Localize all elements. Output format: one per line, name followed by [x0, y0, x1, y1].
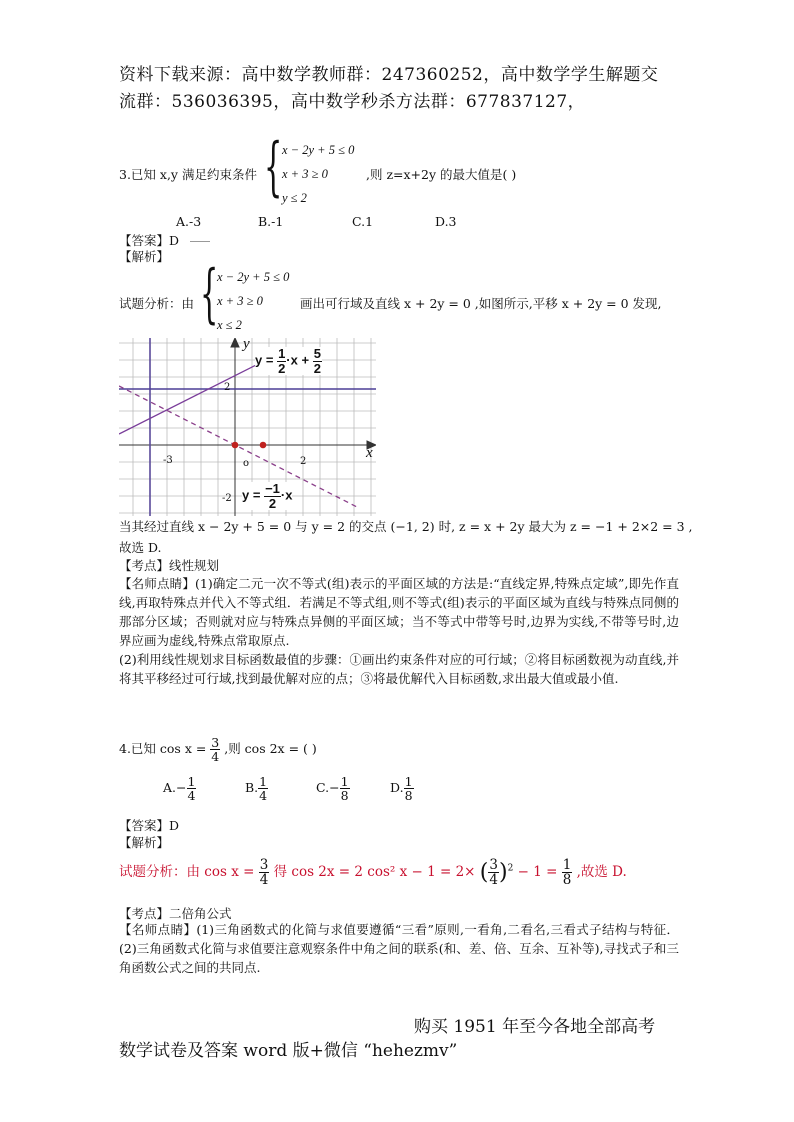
q3-analysis-prefix: 试题分析：由 — [119, 296, 195, 311]
line2-lhs: y = — [242, 487, 261, 503]
tick-2-x: 2 — [300, 456, 307, 467]
q3-analysis-brace: { — [200, 257, 219, 331]
q3-analysis-label: 【解析】 — [119, 249, 170, 264]
header-line-1: 资料下载来源：高中数学教师群：247360252，高中数学学生解题交 — [119, 65, 659, 85]
q4-analysis-a: 试题分析：由 cos x = — [119, 864, 255, 881]
q3-analysis-suffix: 画出可行域及直线 x + 2y = 0 ,如图所示,平移 x + 2y = 0 发现, — [300, 296, 662, 311]
q3-option-c: C.1 — [352, 214, 374, 229]
q3-constraint-3: y ≤ 2 — [282, 191, 307, 205]
q4-option-d-den: 8 — [404, 788, 413, 804]
q3-tips-2: (2)利用线性规划求目标函数最值的步骤：①画出约束条件对应的可行域；②将目标函数视为动直线,并将其平移经过可行域,找到最优解对应的点；③将最优解代入目标函数,求出最大值或最小值. — [119, 652, 679, 686]
q4-option-d — [390, 775, 414, 802]
q4-option-a-label: A. — [163, 780, 177, 796]
q3-analysis-constraint-2: x + 3 ≥ 0 — [217, 294, 263, 308]
footer-line-2: 数学试卷及答案 word 版+微信 “hehezmv” — [119, 1041, 458, 1061]
q4-option-a-num: 1 — [187, 774, 196, 789]
q4-frac18-num: 1 — [562, 857, 572, 873]
q4-option-b — [245, 775, 268, 802]
q4-option-c-num: 1 — [340, 774, 349, 789]
q3-topic: 【考点】线性规划 — [119, 558, 220, 573]
line1-num2: 5 — [313, 346, 321, 361]
q3-suffix: ,则 z=x+2y 的最大值是( ) — [366, 167, 517, 182]
q4-option-b-den: 4 — [259, 788, 268, 804]
q4-option-c-label: C. — [316, 780, 330, 796]
q4-option-b-label: B. — [245, 780, 259, 796]
header-line-2: 流群：536036395，高中数学秒杀方法群：677837127， — [119, 92, 586, 112]
q4-option-a — [163, 775, 196, 802]
line1-equation — [255, 347, 322, 375]
q4-topic: 【考点】二倍角公式 — [119, 906, 232, 921]
tick-2-y: 2 — [224, 382, 231, 393]
line2-equation — [242, 482, 292, 510]
q4-analysis-d: ,故选 D. — [576, 864, 627, 881]
q4-option-b-num: 1 — [259, 774, 268, 789]
q3-conclusion: 当其经过直线 x − 2y + 5 = 0 与 y = 2 的交点 (−1, 2) 时, z = x + 2y 最大为 z = −1 + 2×2 = 3 , — [119, 519, 693, 534]
q4-option-c — [316, 775, 350, 802]
line2-tail: ·x — [280, 487, 293, 503]
line2-num: −1 — [265, 481, 280, 496]
line1-den2: 2 — [313, 360, 321, 376]
answer-underline — [190, 241, 210, 242]
q4-option-a-den: 4 — [187, 788, 196, 804]
q4-frac34b-den: 4 — [489, 872, 498, 889]
q4-frac34-den: 4 — [259, 872, 269, 889]
q3-brace: { — [264, 130, 283, 204]
q4-option-a-sign: − — [176, 780, 187, 796]
q3-prefix: 3.已知 x,y 满足约束条件 — [119, 167, 257, 182]
q4-frac18-den: 8 — [562, 872, 572, 889]
q4-analysis: 试题分析：由 cos x = $\frac{3}{4}$ 得 cos 2x = 2 cos² x − 1 = 2× ( $\frac{3}{4}$ )$^2$ − 1 = $\frac{1}{8}$ ,故选 D. — [119, 857, 627, 889]
q4-frac34-num: 3 — [259, 857, 269, 873]
q4-statement — [119, 736, 317, 763]
tick-neg2: -2 — [222, 493, 232, 504]
q3-option-d: D.3 — [435, 214, 457, 229]
tick-neg3: -3 — [163, 455, 173, 466]
q4-option-c-sign: − — [329, 780, 340, 796]
line1-mid: ·x + — [286, 352, 310, 368]
q4-option-c-den: 8 — [340, 788, 349, 804]
q3-constraint-2: x + 3 ≥ 0 — [282, 167, 328, 181]
q4-square: 2 — [507, 863, 514, 874]
q3-analysis-constraint-1: x − 2y + 5 ≤ 0 — [217, 270, 290, 284]
line2-den: 2 — [268, 495, 277, 511]
y-axis-arrow-icon — [231, 338, 239, 347]
q3-conclusion-2: 故选 D. — [119, 540, 162, 555]
q4-analysis-b: 得 cos 2x = 2 cos² x − 1 = 2× — [273, 864, 476, 881]
point-red — [260, 442, 267, 449]
q4-frac34b-num: 3 — [489, 857, 498, 873]
origin-label: o — [243, 458, 250, 469]
q4-analysis-label: 【解析】 — [119, 835, 170, 850]
q4-given-num: 3 — [211, 735, 220, 750]
q3-option-a: A.-3 — [176, 214, 202, 229]
q4-option-d-label: D. — [390, 780, 404, 796]
line1-num: 1 — [278, 346, 286, 361]
y-axis-label: y — [243, 336, 250, 352]
q3-constraint-1: x − 2y + 5 ≤ 0 — [282, 143, 355, 157]
q4-analysis-c: − 1 = — [517, 864, 558, 881]
q4-answer: 【答案】D — [119, 818, 180, 833]
line1-den: 2 — [278, 360, 286, 376]
point-origin — [232, 442, 239, 449]
q3-answer: 【答案】D — [119, 233, 180, 248]
q3-analysis-constraint-3: x ≤ 2 — [217, 318, 242, 332]
q3-option-b: B.-1 — [258, 214, 284, 229]
q4-suffix: ,则 cos 2x = ( ) — [224, 741, 317, 757]
q4-option-d-num: 1 — [404, 774, 413, 789]
q4-given-den: 4 — [211, 749, 220, 765]
x-axis-label: x — [366, 445, 373, 461]
q3-tips-1: 【名师点睛】(1)确定二元一次不等式(组)表示的平面区域的方法是:“直线定界,特殊点定域”,即先作直线,再取特殊点并代入不等式组．若满足不等式组,则不等式(组)表示的平面区域为直线与特殊点同侧的那部分区域；否则就对应与特殊点异侧的平面区域；当不等式中带等号时,边界为实线,不带等号时,边界应画为虚线,特殊点常取原点. — [119, 576, 679, 648]
q4-tips: 【名师点睛】(1)三角函数式的化简与求值要遵循“三看”原则,一看角,二看名,三看式子结构与特征．(2)三角函数式化简与求值要注意观察条件中角之间的联系(和、差、倍、互余、互补等),寻找式子和三角函数公式之间的共同点. — [119, 922, 679, 975]
line1-lhs: y = — [255, 352, 274, 368]
footer-line-1: 购买 1951 年至今各地全部高考 — [414, 1017, 656, 1037]
q4-prefix: 4.已知 cos x = — [119, 741, 207, 757]
line-x-plus-2y-dashed — [119, 386, 359, 508]
